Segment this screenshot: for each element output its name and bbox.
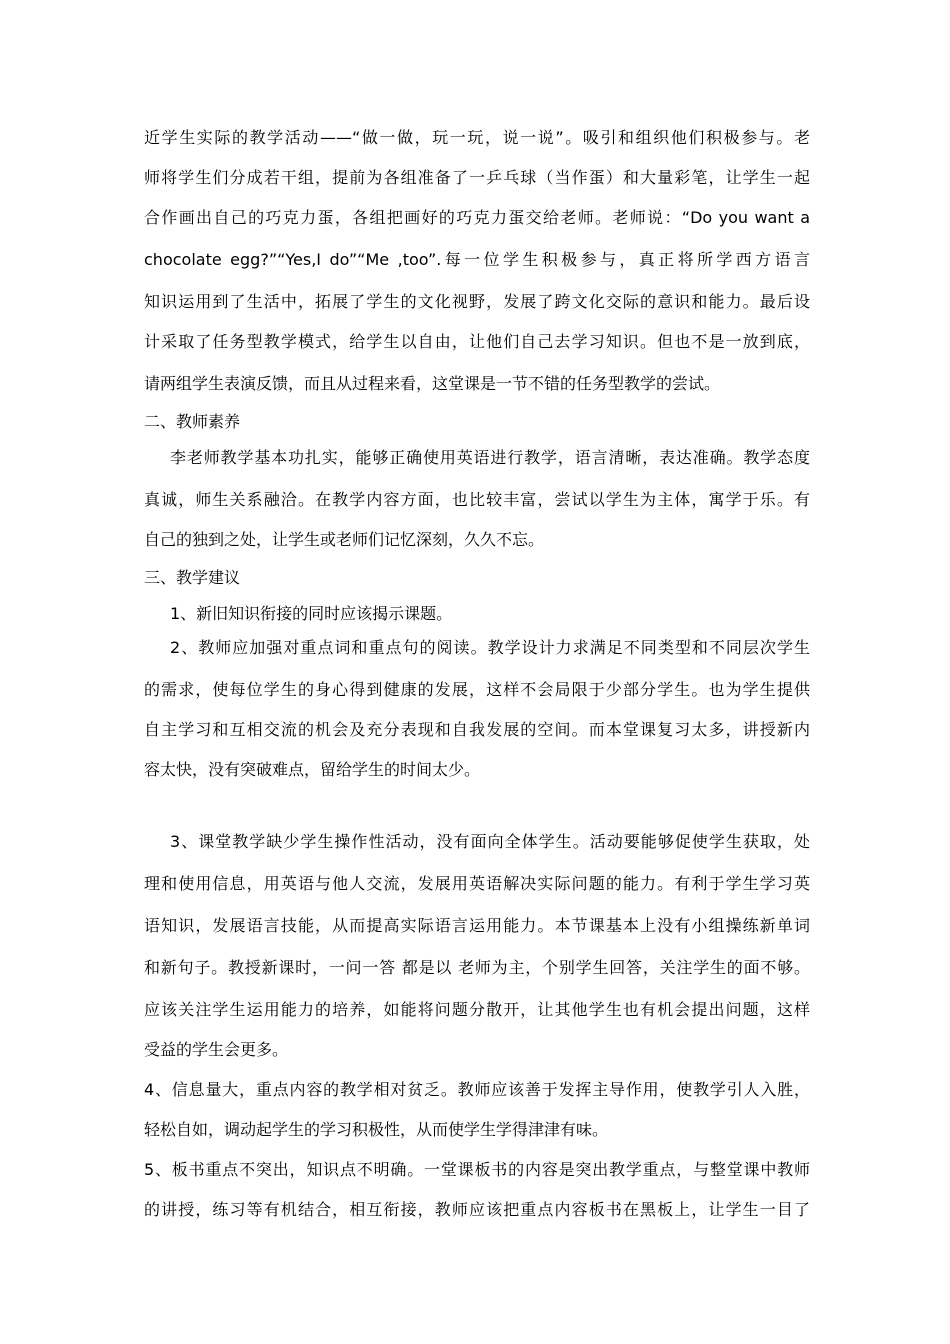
text-line: 师将学生们分成若干组，提前为各组准备了一乒乓球（当作蛋）和大量彩笔，让学生一起 — [144, 168, 810, 187]
text-line: 知识运用到了生活中，拓展了学生的文化视野，发展了跨文化交际的意识和能力。最后设 — [144, 292, 810, 311]
text-line: 理和使用信息，用英语与他人交流，发展用英语解决实际问题的能力。有利于学生学习英 — [144, 874, 810, 893]
text-line: 的讲授，练习等有机结合，相互衔接，教师应该把重点内容板书在黑板上，让学生一目了 — [144, 1200, 810, 1219]
text-line: 李老师教学基本功扎实，能够正确使用英语进行教学，语言清晰，表达准确。教学态度 — [170, 448, 810, 467]
section-heading-teaching-suggestions: 三、教学建议 — [144, 568, 241, 587]
text-line: 自己的独到之处，让学生或老师们记忆深刻，久久不忘。 — [144, 530, 545, 549]
text-line: 合作画出自己的巧克力蛋，各组把画好的巧克力蛋交给老师。老师说：“Do you want a — [144, 208, 810, 227]
list-item: 5、板书重点不突出，知识点不明确。一堂课板书的内容是突出教学重点，与整堂课中教师 — [144, 1160, 810, 1179]
list-item: 2、教师应加强对重点词和重点句的阅读。教学设计力求满足不同类型和不同层次学生 — [170, 638, 810, 657]
text-line: 真诚，师生关系融洽。在教学内容方面，也比较丰富，尝试以学生为主体，寓学于乐。有 — [144, 490, 810, 509]
text-line: 的需求，使每位学生的身心得到健康的发展，这样不会局限于少部分学生。也为学生提供 — [144, 680, 810, 699]
text-line: 应该关注学生运用能力的培养，如能将问题分散开，让其他学生也有机会提出问题，这样 — [144, 1000, 810, 1019]
text-line: 计采取了任务型教学模式，给学生以自由，让他们自己去学习知识。但也不是一放到底， — [144, 332, 810, 351]
list-item: 3、课堂教学缺少学生操作性活动，没有面向全体学生。活动要能够促使学生获取，处 — [170, 832, 810, 851]
list-item: 1、新旧知识衔接的同时应该揭示课题。 — [170, 604, 453, 623]
text-line: 请两组学生表演反馈，而且从过程来看，这堂课是一节不错的任务型教学的尝试。 — [144, 374, 721, 393]
list-item: 4、信息量大，重点内容的教学相对贫乏。教师应该善于发挥主导作用，使教学引人入胜， — [144, 1080, 810, 1099]
text-line: 语知识，发展语言技能，从而提高实际语言运用能力。本节课基本上没有小组操练新单词 — [144, 916, 810, 935]
section-heading-teacher-quality: 二、教师素养 — [144, 412, 241, 431]
text-line: 轻松自如，调动起学生的学习积极性，从而使学生学得津津有味。 — [144, 1120, 609, 1139]
text-line: 和新句子。教授新课时，一问一答 都是以 老师为主，个别学生回答，关注学生的面不够。 — [144, 958, 810, 977]
text-line: 受益的学生会更多。 — [144, 1040, 289, 1059]
text-line: 自主学习和互相交流的机会及充分表现和自我发展的空间。而本堂课复习太多，讲授新内 — [144, 720, 810, 739]
text-line: 近学生实际的教学活动——“做一做，玩一玩，说一说”。吸引和组织他们积极参与。老 — [144, 128, 810, 147]
text-line: chocolate egg?”“Yes,I do”“Me ,too”.每一位学生积极参与，真正将所学西方语言 — [144, 250, 810, 269]
text-line: 容太快，没有突破难点，留给学生的时间太少。 — [144, 760, 481, 779]
